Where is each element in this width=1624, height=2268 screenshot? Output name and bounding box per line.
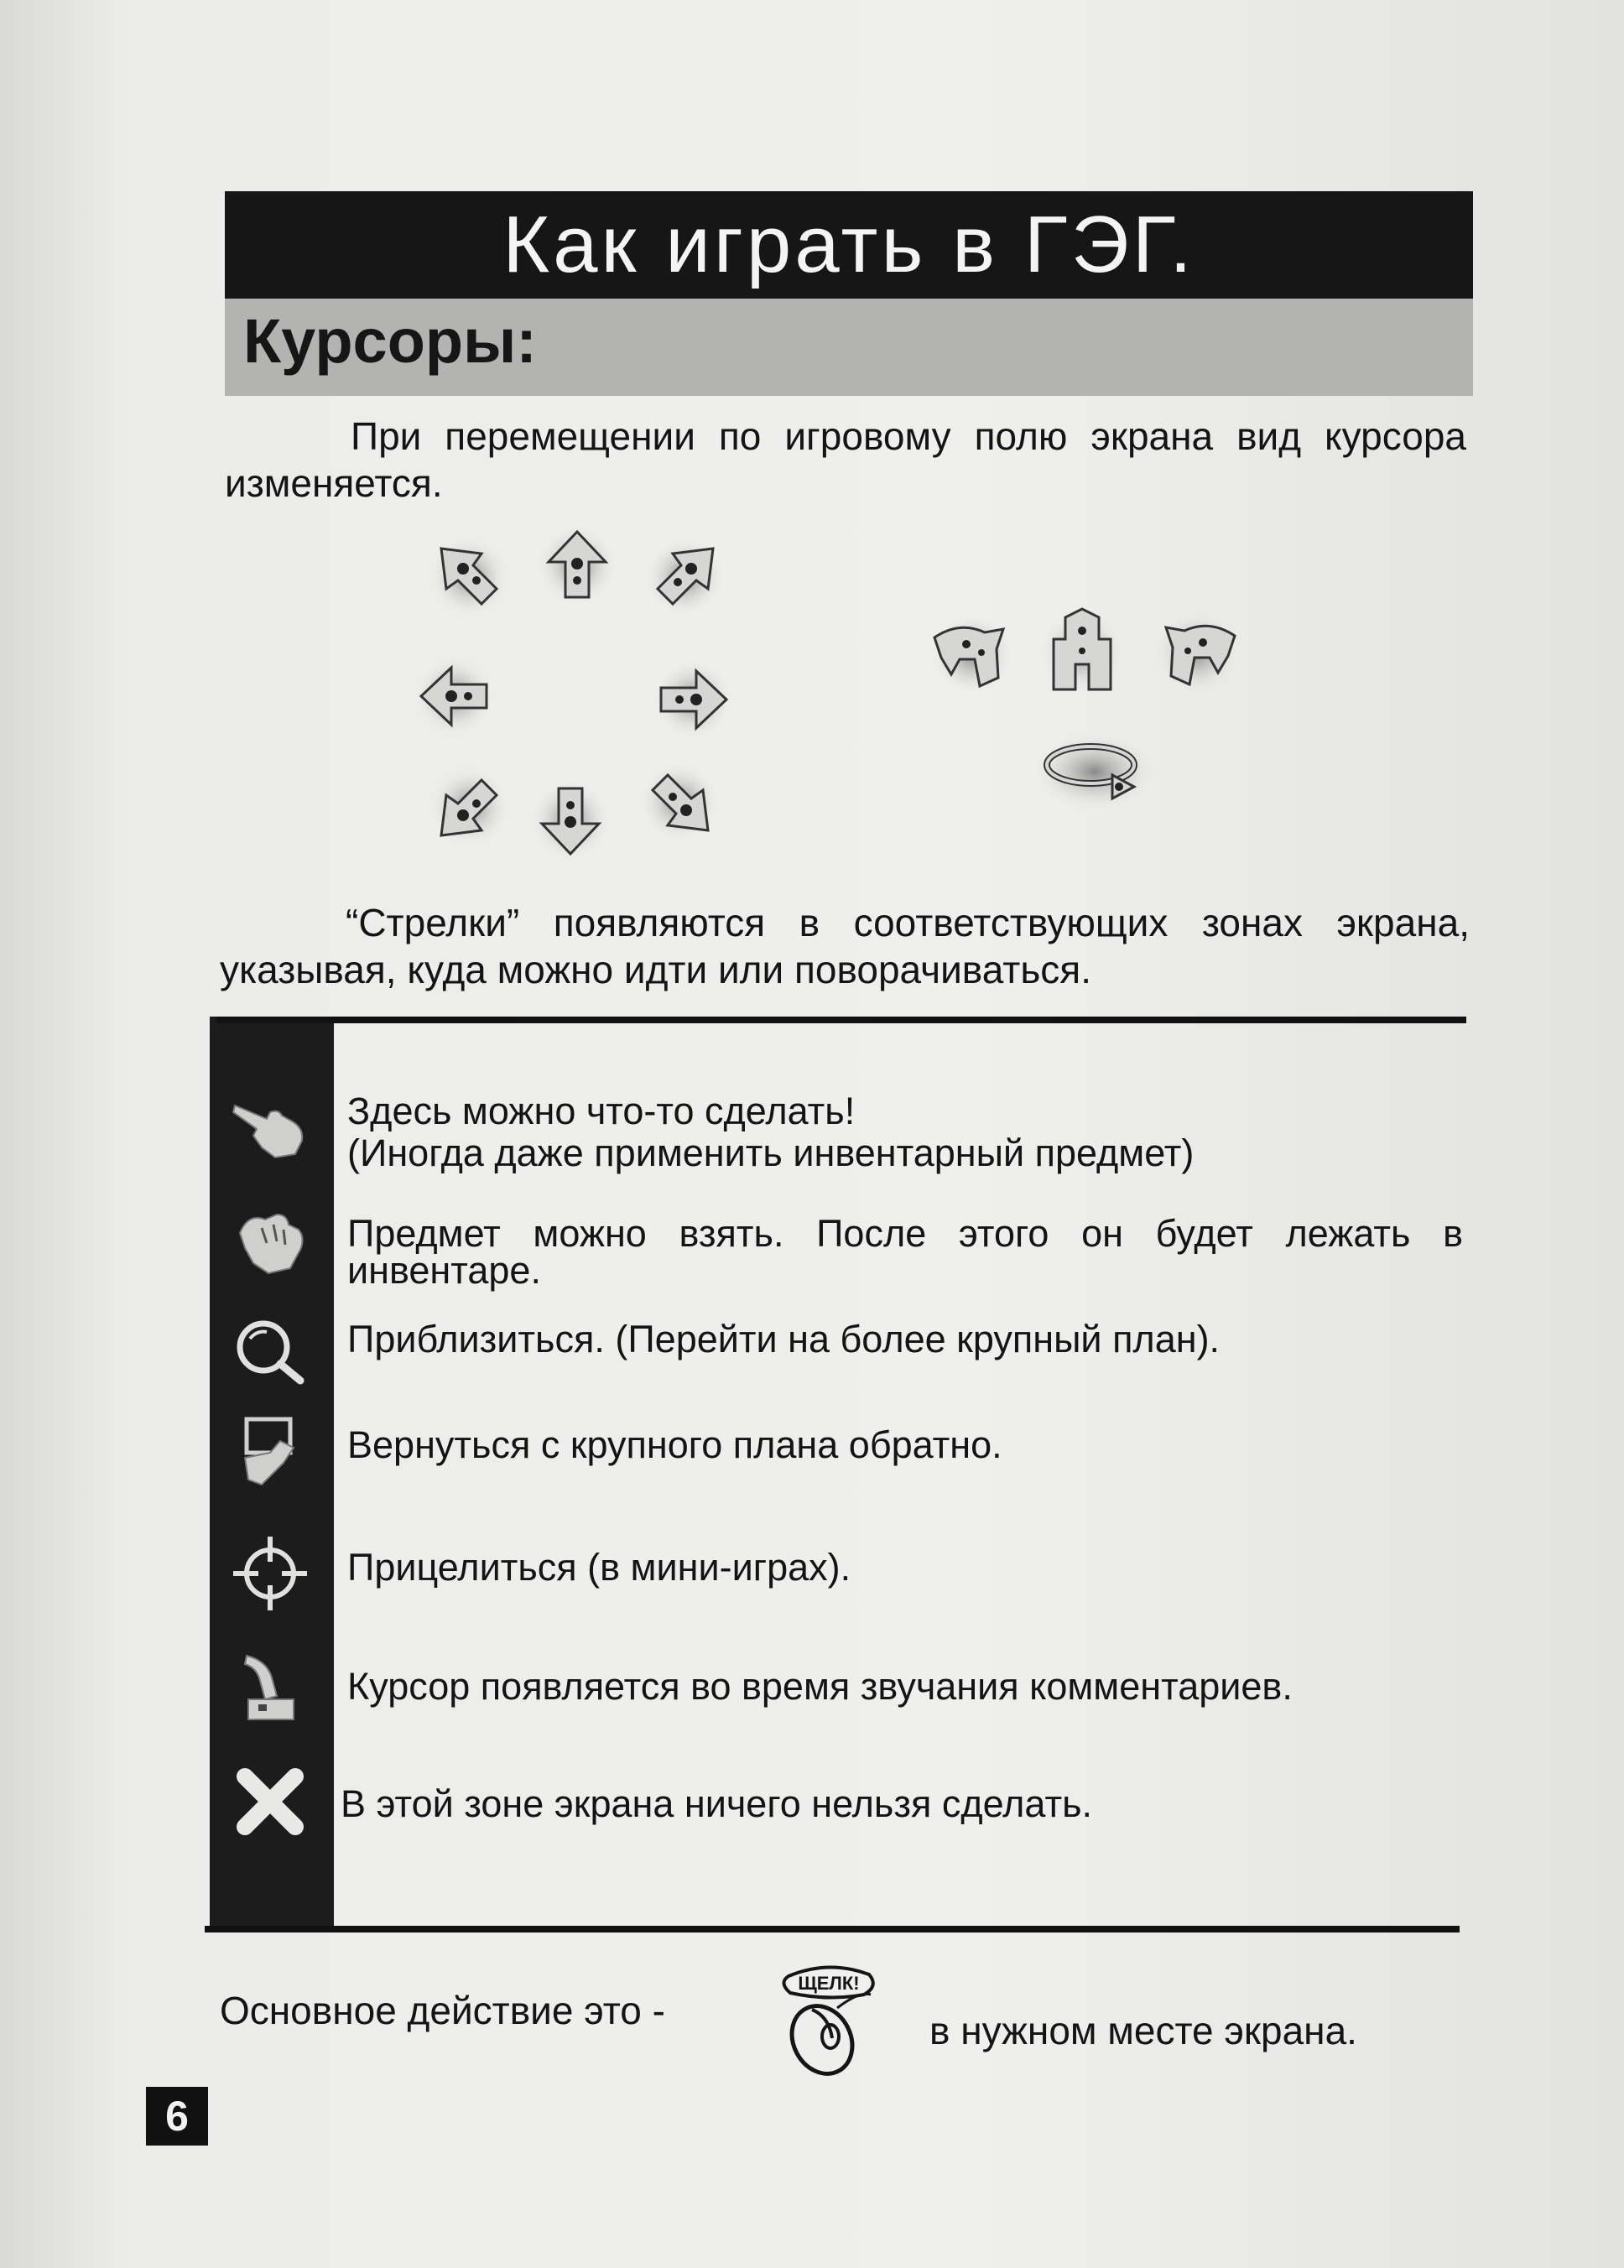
cursor-row-4 bbox=[347, 1424, 1463, 1466]
turn-left-icon bbox=[926, 612, 1018, 696]
row-1-line-2: (Иногда даже применить инвентарный предмет) bbox=[347, 1131, 1195, 1174]
row-2-line-2: инвентаре. bbox=[347, 1249, 541, 1292]
rotate-icon bbox=[1032, 731, 1158, 812]
table-bottom-rule bbox=[205, 1926, 1460, 1932]
page-title: Как играть в ГЭГ. bbox=[225, 191, 1473, 299]
cursor-row-6 bbox=[347, 1666, 1463, 1708]
arrow-up-left-icon bbox=[429, 537, 510, 617]
screen-place-text: в нужном месте экрана. bbox=[929, 2009, 1357, 2052]
cursor-row-3 bbox=[347, 1319, 1463, 1360]
row-7-line-1: В этой зоне экрана ничего нельзя сделать. bbox=[341, 1782, 1093, 1825]
table-top-rule bbox=[216, 1017, 1466, 1023]
gramophone-icon bbox=[228, 1644, 312, 1728]
arrow-down-icon bbox=[530, 780, 611, 861]
cursor-row-5 bbox=[347, 1547, 1463, 1589]
magnifier-icon bbox=[228, 1308, 312, 1392]
mouse-click-icon bbox=[770, 1958, 896, 2083]
arrow-right-icon bbox=[653, 659, 733, 740]
row-3-line-1: Приблизиться. (Перейти на более крупный план). bbox=[347, 1318, 1221, 1360]
cursor-row-7 bbox=[341, 1783, 1456, 1825]
arrow-left-icon bbox=[414, 656, 495, 736]
arrows-note-paragraph: “Стрелки” появляются в соответствующих зонах экрана, указывая, куда можно идти или поворачиваться. bbox=[220, 901, 1470, 991]
turn-around-icon bbox=[1040, 606, 1124, 698]
cursor-row-1 bbox=[347, 1090, 1463, 1174]
row-1-line-1: Здесь можно что-то сделать! bbox=[347, 1090, 856, 1132]
row-2-line-1: Предмет можно взять. После этого он будет лежать в bbox=[347, 1212, 1463, 1255]
arrow-up-right-icon bbox=[644, 537, 725, 617]
arrow-down-left-icon bbox=[429, 767, 510, 847]
cursor-row-2 bbox=[347, 1213, 1463, 1292]
grab-hand-icon bbox=[228, 1199, 312, 1283]
page-number: 6 bbox=[146, 2087, 208, 2146]
intro-paragraph: При перемещении по игровому полю экрана вид курсора изменяется. bbox=[225, 414, 1466, 505]
zoom-out-icon bbox=[228, 1407, 312, 1491]
cross-icon bbox=[228, 1760, 312, 1844]
turn-right-icon bbox=[1151, 611, 1243, 694]
row-6-line-1: Курсор появляется во время звучания комментариев. bbox=[347, 1665, 1293, 1708]
section-title: Курсоры: bbox=[243, 306, 537, 376]
crosshair-icon bbox=[228, 1532, 312, 1615]
arrow-down-right-icon bbox=[639, 762, 720, 842]
mouse-click-label: ЩЕЛК! bbox=[798, 1973, 860, 1994]
pointing-hand-icon bbox=[228, 1080, 312, 1164]
row-5-line-1: Прицелиться (в мини-играх). bbox=[347, 1546, 851, 1589]
main-action-text: Основное действие это - bbox=[220, 1989, 665, 2032]
row-4-line-1: Вернуться с крупного плана обратно. bbox=[347, 1423, 1002, 1466]
arrow-up-icon bbox=[537, 525, 617, 606]
